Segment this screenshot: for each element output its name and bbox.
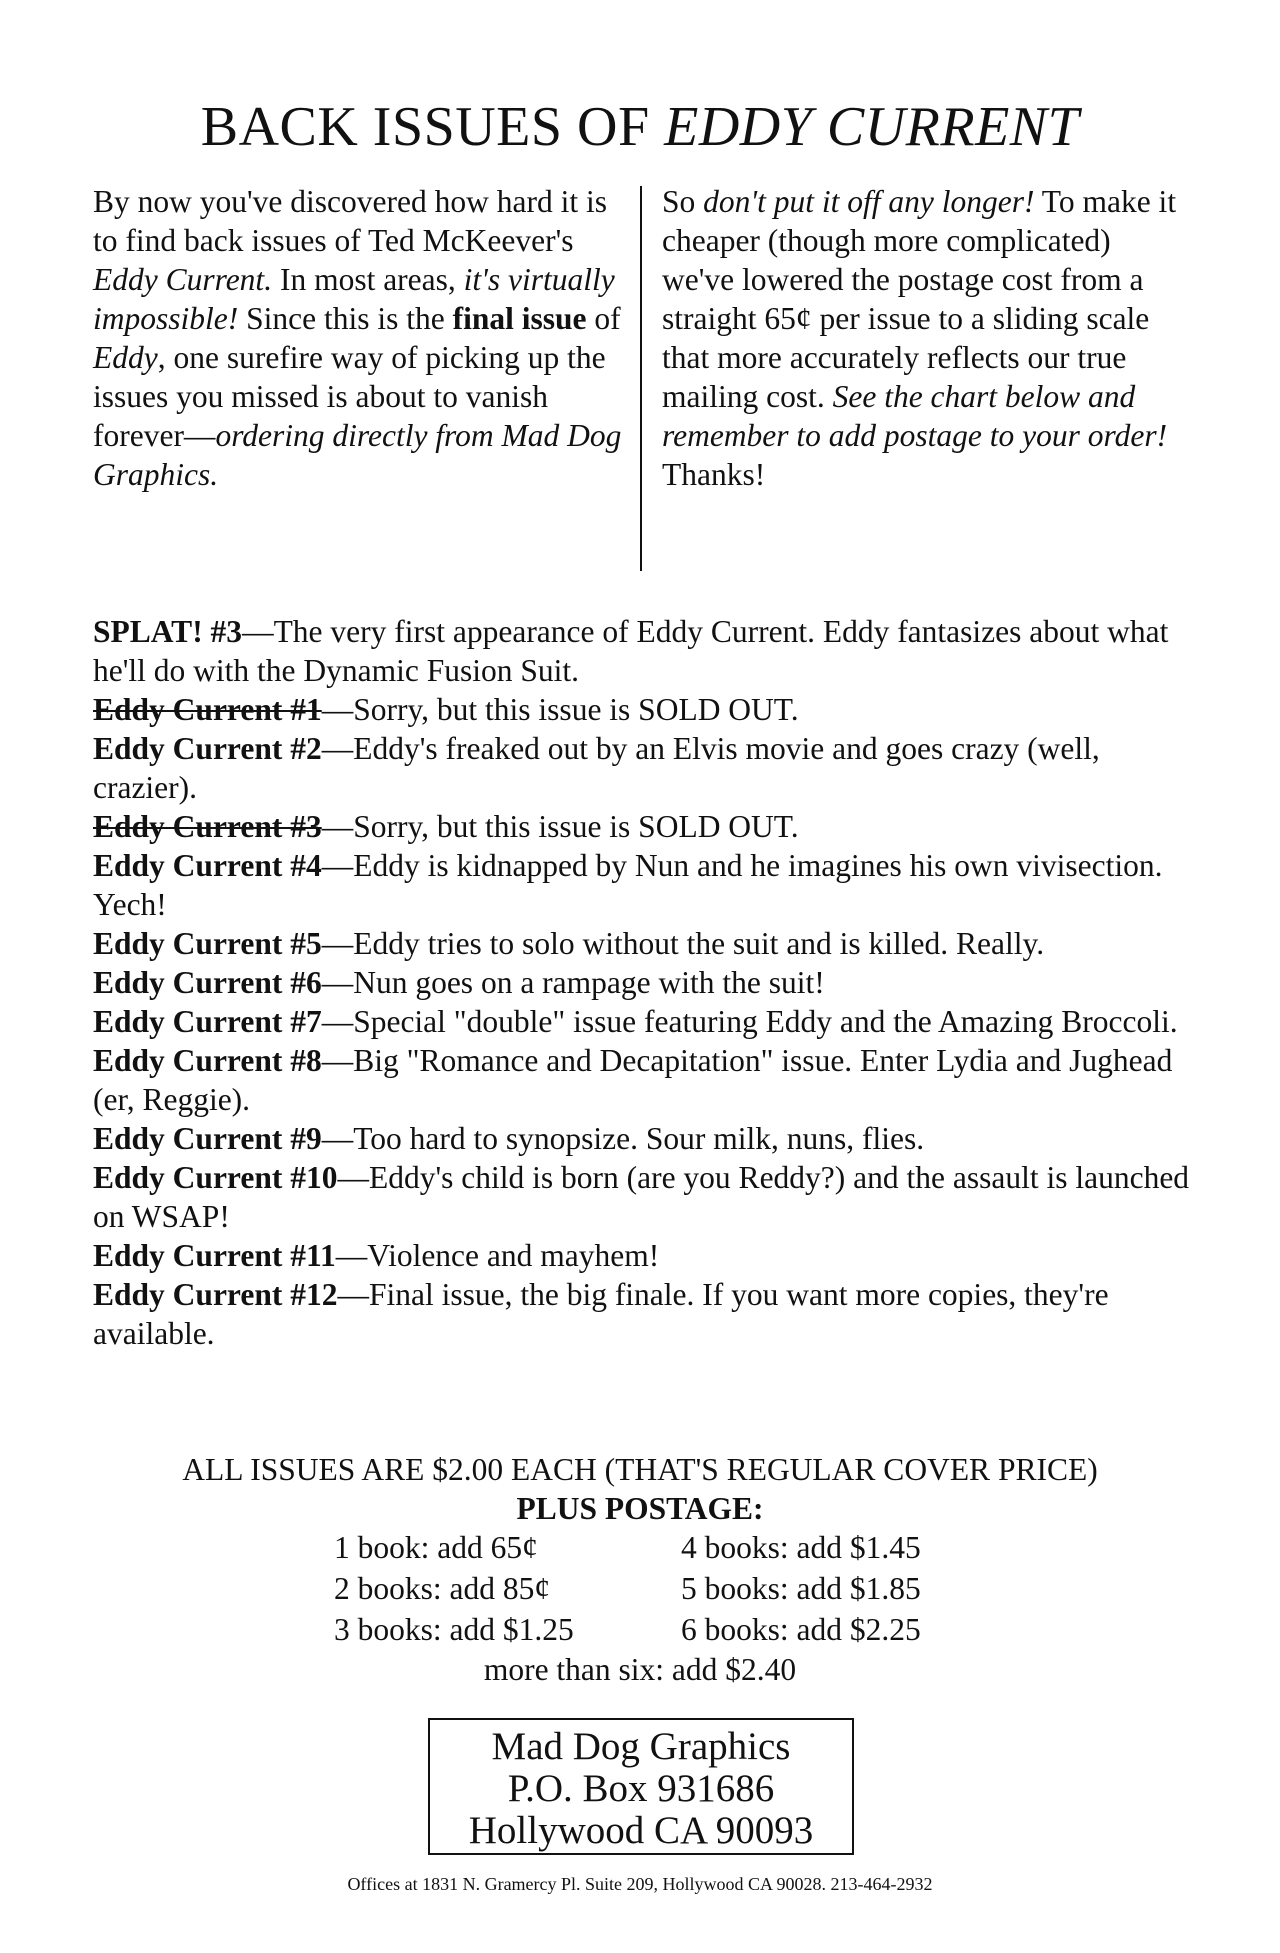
intro-right-text: To make it cheaper (though more complicated) we've lowered the postage cost from a straight 65¢ per issue to a sliding scale that more accurately reflects our true mailing cost. — [662, 184, 1177, 414]
postage-rate: 3 books: add $1.25 — [334, 1612, 574, 1647]
issue-item — [93, 1002, 1193, 1041]
intro-left-text: ordering directly from Mad Dog Graphics. — [93, 418, 622, 492]
issue-item — [93, 846, 1193, 924]
postage-rate: 6 books: add $2.25 — [681, 1612, 921, 1647]
intro-left-text: Eddy — [93, 340, 158, 375]
issue-title: Eddy Current #8 — [93, 1043, 322, 1078]
issue-title: Eddy Current #12 — [93, 1277, 338, 1312]
issue-title: Eddy Current #2 — [93, 731, 322, 766]
issue-desc: —Eddy tries to solo without the suit and is killed. Really. — [321, 926, 1045, 961]
address-line-po-box: P.O. Box 931686 — [507, 1767, 775, 1810]
address-box — [428, 1718, 854, 1855]
intro-left-text: , one surefire way of picking up the issues you missed is about to vanish forever— — [93, 340, 606, 453]
issue-item — [93, 612, 1193, 690]
issue-desc: —Too hard to synopsize. Sour milk, nuns, flies. — [321, 1121, 925, 1156]
postage-rate: 5 books: add $1.85 — [681, 1571, 921, 1606]
intro-left-text: final issue — [452, 301, 587, 336]
intro-left-text: it's virtually impossible! — [93, 262, 615, 336]
postage-rate: 4 books: add $1.45 — [681, 1530, 921, 1565]
intro-right-text: Thanks! — [662, 457, 766, 492]
issue-item — [93, 1158, 1193, 1236]
address-line-company: Mad Dog Graphics — [491, 1725, 791, 1768]
issue-title: Eddy Current #4 — [93, 848, 322, 883]
postage-rate-more-than-six: more than six: add $2.40 — [483, 1652, 797, 1687]
issue-title: Eddy Current #3 — [93, 809, 322, 844]
page-title-plain: BACK ISSUES OF — [200, 96, 665, 158]
issue-desc: —Sorry, but this issue is SOLD OUT. — [321, 809, 799, 844]
postage-rate: 1 book: add 65¢ — [334, 1530, 538, 1565]
issue-item — [93, 1041, 1193, 1119]
intro-right-text: don't put it off any longer! — [703, 184, 1035, 219]
intro-left-text: In most areas, — [272, 262, 464, 297]
intro-left-text: By now you've discovered how hard it is to find back issues of Ted McKeever's — [93, 184, 607, 258]
issue-desc: —The very first appearance of Eddy Current. Eddy fantasizes about what he'll do with the Dynamic Fusion Suit. — [93, 614, 1169, 688]
page-title-italic: EDDY CURRENT — [664, 96, 1080, 158]
address-line-city: Hollywood CA 90093 — [468, 1809, 814, 1852]
issue-desc: —Sorry, but this issue is SOLD OUT. — [321, 692, 799, 727]
intro-right-text: See the chart below and remember to add postage to your order! — [662, 379, 1168, 453]
issue-item — [93, 1119, 1193, 1158]
column-divider — [640, 186, 642, 571]
intro-right-text: So — [662, 184, 704, 219]
intro-right-column — [662, 182, 1182, 494]
issue-desc: —Nun goes on a rampage with the suit! — [321, 965, 825, 1000]
postage-rate: 2 books: add 85¢ — [334, 1571, 551, 1606]
issue-title: Eddy Current #6 — [93, 965, 322, 1000]
page-title — [0, 95, 1280, 159]
issue-desc: —Special "double" issue featuring Eddy and the Amazing Broccoli. — [321, 1004, 1178, 1039]
issue-title: SPLAT! #3 — [93, 614, 243, 649]
intro-left-text: Since this is the — [238, 301, 453, 336]
issue-list — [93, 612, 1193, 1353]
issue-item — [93, 1275, 1193, 1353]
issue-item — [93, 924, 1193, 963]
issue-item — [93, 729, 1193, 807]
intro-left-text: of — [586, 301, 621, 336]
issue-item-sold-out — [93, 690, 1193, 729]
issue-title: Eddy Current #5 — [93, 926, 322, 961]
issue-title: Eddy Current #11 — [93, 1238, 336, 1273]
issue-desc: —Eddy's child is born (are you Reddy?) and the assault is launched on WSAP! — [93, 1160, 1190, 1234]
issue-title: Eddy Current #7 — [93, 1004, 322, 1039]
postage-heading: PLUS POSTAGE: — [516, 1491, 764, 1526]
issue-title: Eddy Current #10 — [93, 1160, 338, 1195]
issue-item-sold-out — [93, 807, 1193, 846]
price-note: ALL ISSUES ARE $2.00 EACH (THAT'S REGULAR COVER PRICE) — [182, 1452, 1098, 1487]
issue-desc: —Final issue, the big finale. If you want more copies, they're available. — [93, 1277, 1109, 1351]
intro-left-text: Eddy Current. — [93, 262, 273, 297]
issue-desc: —Big "Romance and Decapitation" issue. Enter Lydia and Jughead (er, Reggie). — [93, 1043, 1173, 1117]
issue-item — [93, 1236, 1193, 1275]
issue-item — [93, 963, 1193, 1002]
issue-desc: —Eddy is kidnapped by Nun and he imagines his own vivisection. Yech! — [93, 848, 1163, 922]
issue-desc: —Eddy's freaked out by an Elvis movie and goes crazy (well, crazier). — [93, 731, 1100, 805]
intro-left-column — [93, 182, 638, 494]
issue-title: Eddy Current #1 — [93, 692, 322, 727]
issue-desc: —Violence and mayhem! — [335, 1238, 660, 1273]
issue-title: Eddy Current #9 — [93, 1121, 322, 1156]
offices-footer: Offices at 1831 N. Gramercy Pl. Suite 209, Hollywood CA 90028. 213-464-2932 — [347, 1874, 933, 1894]
